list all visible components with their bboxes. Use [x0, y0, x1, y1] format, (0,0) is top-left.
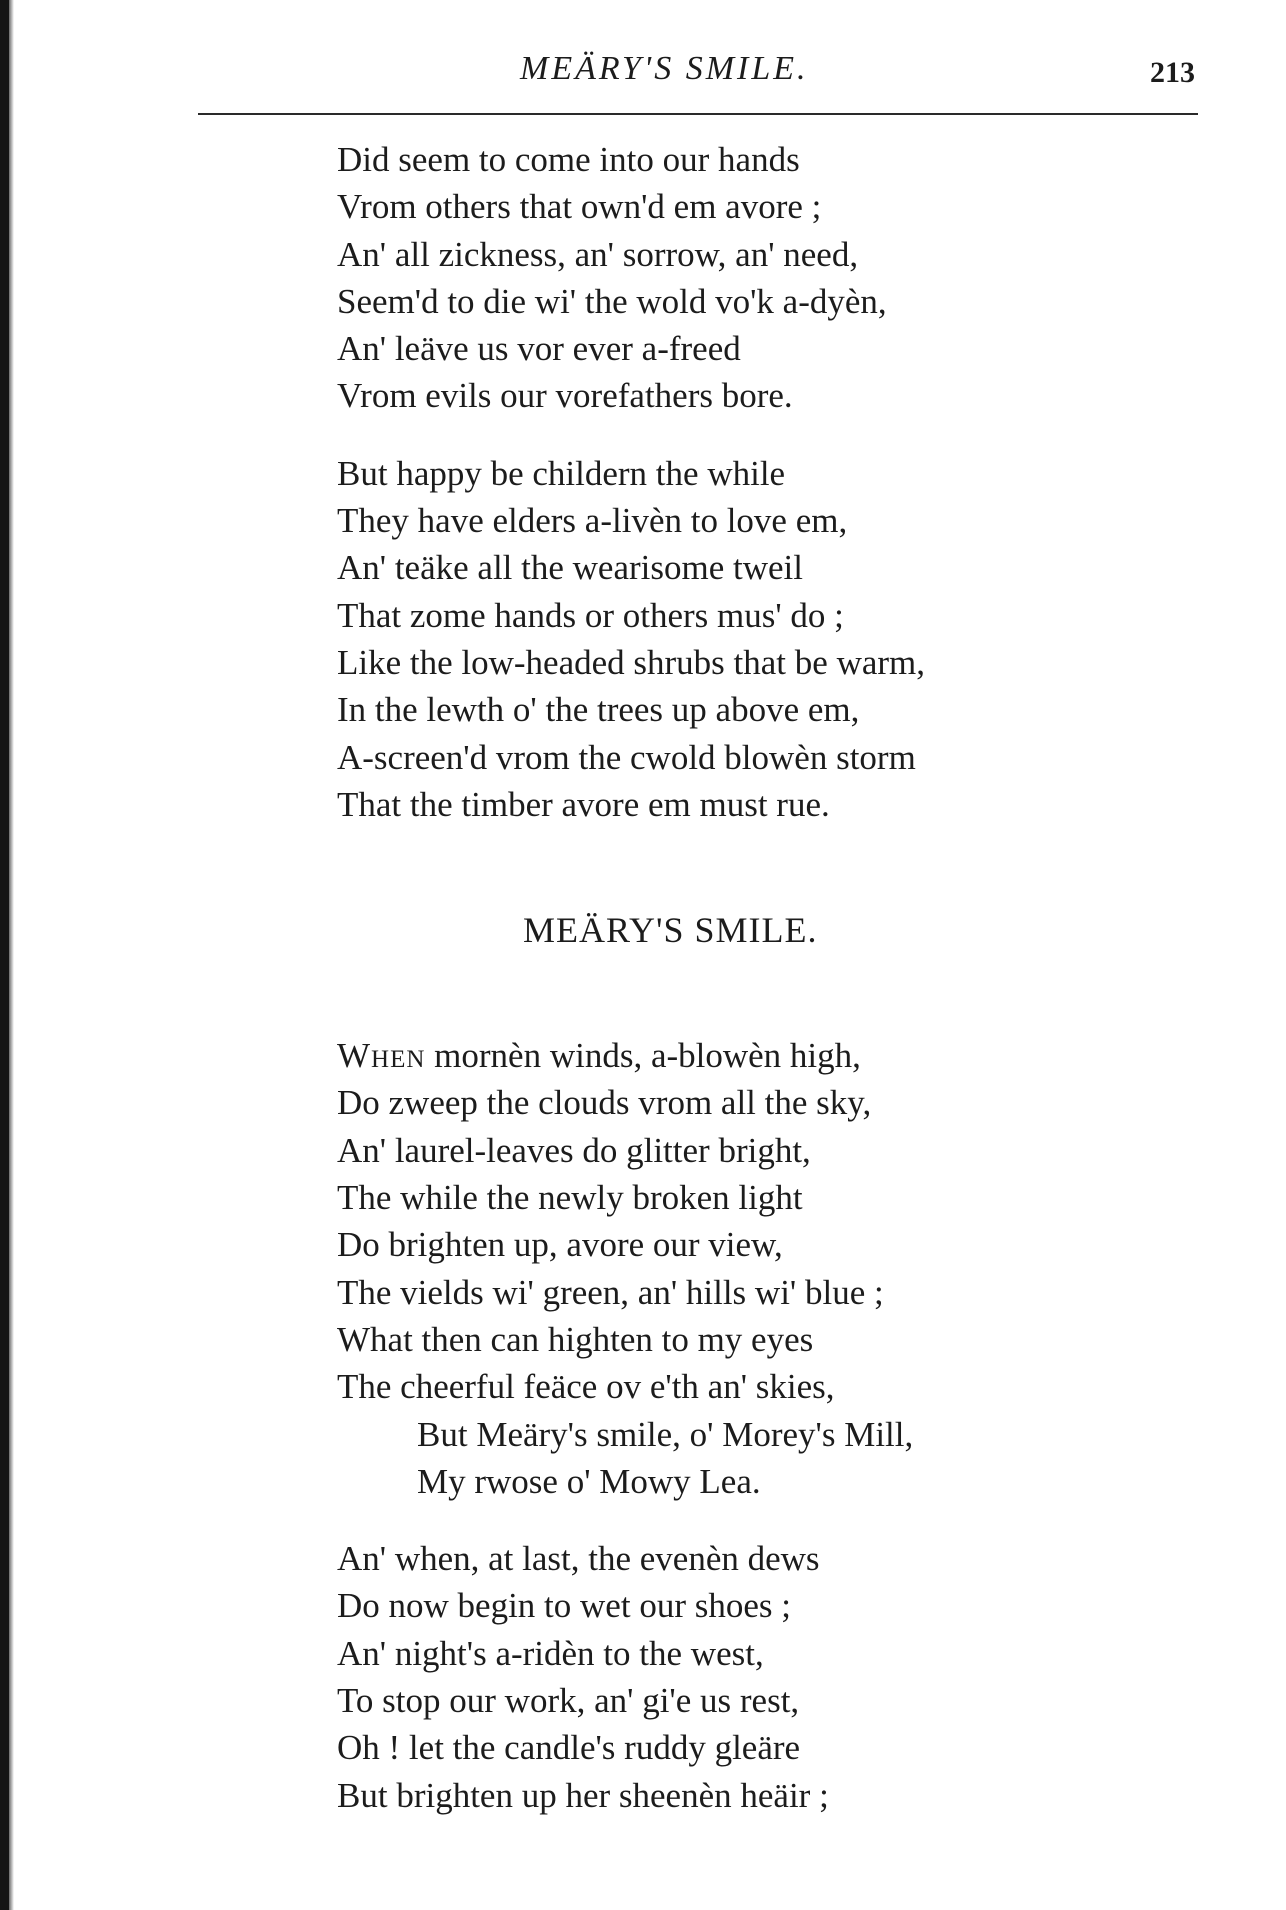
poem-line: The while the newly broken light — [337, 1178, 803, 1218]
binding-shadow — [9, 0, 14, 1910]
poem-line: Vrom others that own'd em avore ; — [337, 187, 822, 227]
page-body — [337, 136, 1217, 1849]
running-title: MEÄRY'S SMILE. — [520, 50, 809, 87]
stanza-continued-1 — [337, 136, 1217, 420]
poem-line: The cheerful feäce ov e'th an' skies, — [337, 1367, 835, 1407]
poem-line: What then can highten to my eyes — [337, 1319, 814, 1359]
poem-line: An' laurel-leaves do glitter bright, — [337, 1130, 811, 1170]
poem-line: An' leäve us vor ever a-freed — [337, 329, 741, 369]
refrain-line: But Meäry's smile, o' Morey's Mill, — [417, 1414, 914, 1454]
page-number: 213 — [1150, 56, 1195, 89]
initial-word: When — [337, 1036, 426, 1076]
poem-line: Do now begin to wet our shoes ; — [337, 1586, 791, 1626]
poem-line: An' night's a-ridèn to the west, — [337, 1633, 764, 1673]
poem-line: Do brighten up, avore our view, — [337, 1225, 783, 1265]
poem-line: Seem'd to die wi' the wold vo'k a-dyèn, — [337, 281, 887, 321]
poem-line: An' when, at last, the evenèn dews — [337, 1539, 820, 1579]
poem-line: Like the low-headed shrubs that be warm, — [337, 642, 926, 682]
poem-line: Oh ! let the candle's ruddy gleäre — [337, 1728, 801, 1768]
poem-line: In the lewth o' the trees up above em, — [337, 690, 860, 730]
poem-line: Do zweep the clouds vrom all the sky, — [337, 1083, 872, 1123]
poem-line: An' all zickness, an' sorrow, an' need, — [337, 234, 859, 274]
poem-line: That zome hands or others mus' do ; — [337, 595, 844, 635]
poem-line-first — [337, 1032, 1217, 1079]
poem-line: To stop our work, an' gi'e us rest, — [337, 1681, 800, 1721]
poem-line: They have elders a-livèn to love em, — [337, 501, 848, 541]
poem-line: An' teäke all the wearisome tweil — [337, 548, 803, 588]
stanza-1 — [337, 1032, 1217, 1505]
poem-line: The vields wi' green, an' hills wi' blue ; — [337, 1272, 884, 1312]
poem-line: A-screen'd vrom the cwold blowèn storm — [337, 737, 916, 777]
book-binding-edge — [0, 0, 9, 1910]
header-rule — [198, 113, 1198, 115]
poem-line: Vrom evils our vorefathers bore. — [337, 376, 793, 416]
poem-title: MEÄRY'S SMILE. — [523, 910, 818, 951]
stanza-2 — [337, 1535, 1217, 1819]
refrain-line: My rwose o' Mowy Lea. — [417, 1461, 761, 1501]
poem-line: But happy be childern the while — [337, 453, 786, 493]
stanza-continued-2 — [337, 450, 1217, 828]
poem-line: Did seem to come into our hands — [337, 140, 800, 179]
running-header — [0, 50, 1286, 100]
first-line-rest: mornèn winds, a-blowèn high, — [425, 1036, 861, 1076]
poem-line: But brighten up her sheenèn heäir ; — [337, 1775, 829, 1815]
poem-line: That the timber avore em must rue. — [337, 784, 830, 824]
